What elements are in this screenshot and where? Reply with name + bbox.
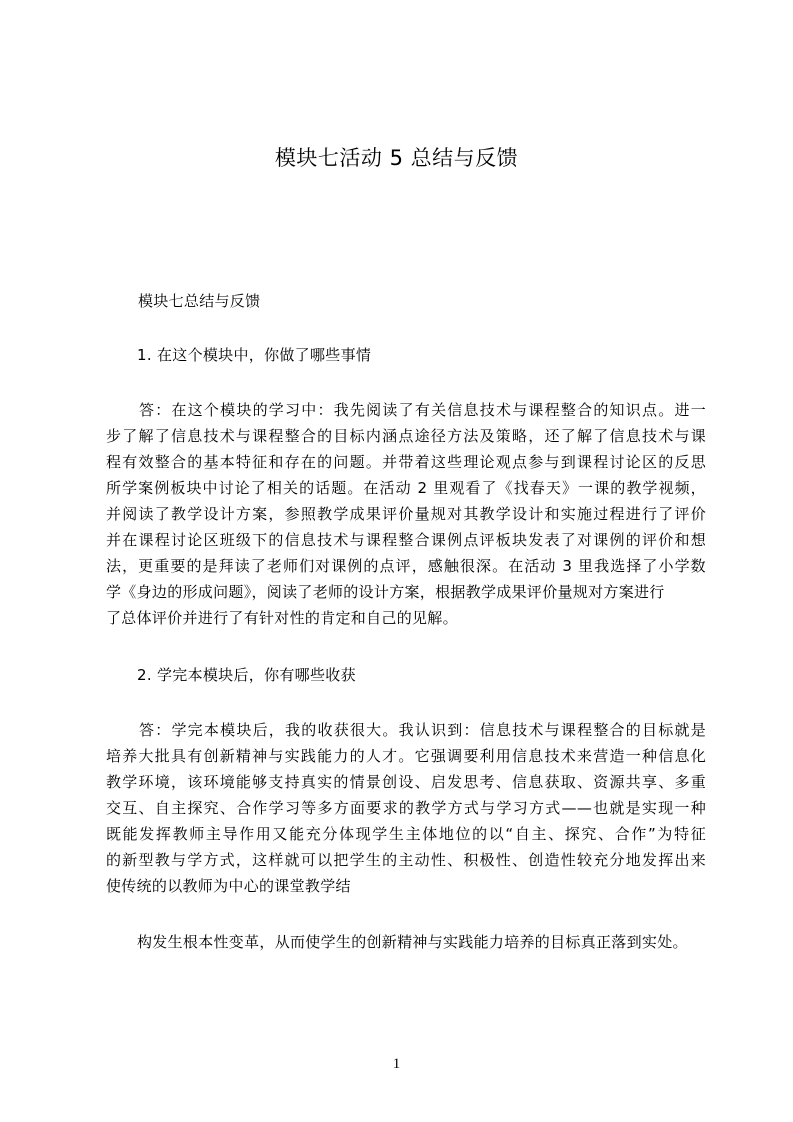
- answer-1-line: 程有效整合的基本特征和存在的问题。并带着这些理论观点参与到课程讨论区的反思: [106, 453, 706, 471]
- section-heading: 模块七总结与反馈: [138, 292, 261, 310]
- answer-2-line: 培养大批具有创新精神与实践能力的人才。它强调要利用信息技术来营造一种信息化: [106, 747, 706, 765]
- question-1: 1. 在这个模块中，你做了哪些事情: [137, 346, 372, 364]
- answer-2-line: 的新型教与学方式，这样就可以把学生的主动性、积极性、创造性较充分地发挥出来: [106, 851, 706, 869]
- answer-1-line: 并在课程讨论区班级下的信息技术与课程整合课例点评板块发表了对课例的评价和想: [106, 531, 706, 549]
- answer-1-line: 并阅读了教学设计方案，参照教学成果评价量规对其教学设计和实施过程进行了评价: [106, 505, 706, 523]
- answer-2-line: 答：学完本模块后，我的收获很大。我认识到：信息技术与课程整合的目标就是: [139, 721, 706, 739]
- answer-1-line: 步了解了信息技术与课程整合的目标内涵点途径方法及策略，还了解了信息技术与课: [106, 427, 706, 445]
- answer-2-line: 使传统的以教师为中心的课堂教学结: [106, 877, 351, 895]
- question-2: 2. 学完本模块后，你有哪些收获: [137, 666, 356, 684]
- answer-1-line: 学《身边的形成问题》，阅读了老师的设计方案，根据教学成果评价量规对方案进行: [106, 583, 665, 601]
- answer-1-line: 答：在这个模块的学习中：我先阅读了有关信息技术与课程整合的知识点。进一: [139, 401, 706, 419]
- answer-1-line: 了总体评价并进行了有针对性的肯定和自己的见解。: [106, 609, 458, 627]
- answer-1-line: 法，更重要的是拜读了老师们对课例的点评，感触很深。在活动 3 里我选择了小学数: [106, 557, 706, 575]
- answer-2-line: 交互、自主探究、合作学习等多方面要求的教学方式与学习方式——也就是实现一种: [106, 799, 706, 817]
- page-number: 1: [392, 1056, 401, 1072]
- answer-1-line: 所学案例板块中讨论了相关的话题。在活动 2 里观看了《找春天》一课的教学视频，: [106, 479, 706, 497]
- answer-2-line: 既能发挥教师主导作用又能充分体现学生主体地位的以“自主、探究、合作”为特征: [106, 825, 706, 843]
- document-title: 模块七活动 5 总结与反馈: [274, 146, 519, 170]
- closing-paragraph: 构发生根本性变革，从而使学生的创新精神与实践能力培养的目标真正落到实处。: [137, 933, 688, 951]
- answer-2-line: 教学环境，该环境能够支持真实的情景创设、启发思考、信息获取、资源共享、多重: [106, 773, 706, 791]
